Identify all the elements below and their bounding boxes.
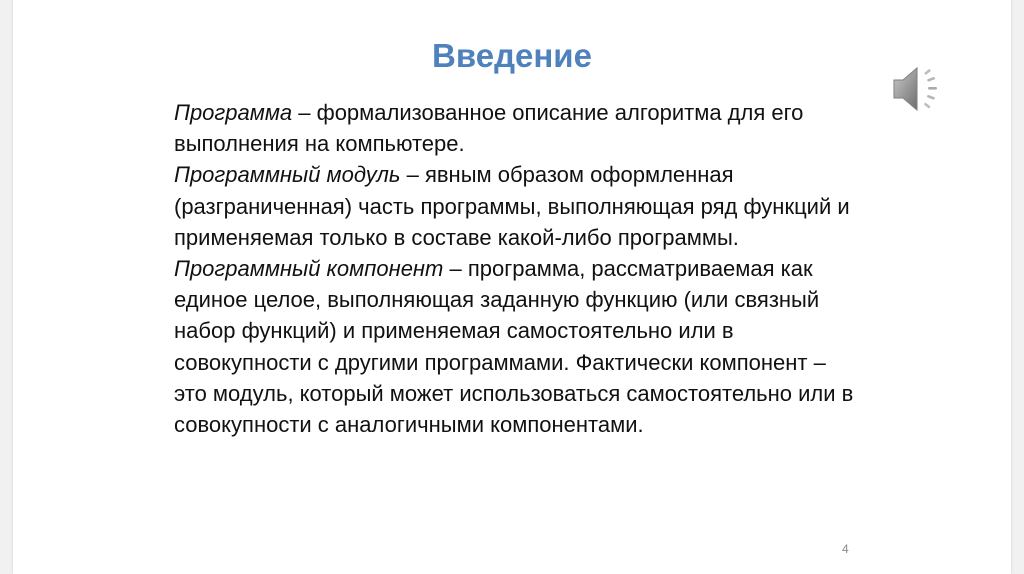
definition-module xyxy=(174,159,864,253)
term-program: Программа xyxy=(174,100,293,125)
speaker-icon[interactable] xyxy=(890,62,944,116)
speaker-icon-graphic xyxy=(890,62,944,116)
definition-component-text: – программа, рассматриваемая как единое целое, выполняющая заданную функцию (или связный набор функций) и применяемая самостоятельно или в совокупности с другими программами. Фактически компонент – это модуль, который может использоваться самостоятельно или в совокупности с аналогичными компонентами. xyxy=(174,256,854,438)
definition-program-text: – формализованное описание алгоритма для его выполнения на компьютере. xyxy=(174,100,804,157)
slide-body xyxy=(174,97,864,440)
term-module: Программный модуль xyxy=(174,162,401,188)
definition-module-text: – явным образом оформленная (разграниченная) часть программы, выполняющая ряд функций и применяемая только в составе какой-либо программы. xyxy=(174,162,850,250)
term-component: Программный компонент xyxy=(174,256,444,282)
definition-component xyxy=(174,253,864,440)
definition-program xyxy=(174,97,864,159)
page-number: 4 xyxy=(842,542,849,556)
slide-title: Введение xyxy=(432,37,592,74)
